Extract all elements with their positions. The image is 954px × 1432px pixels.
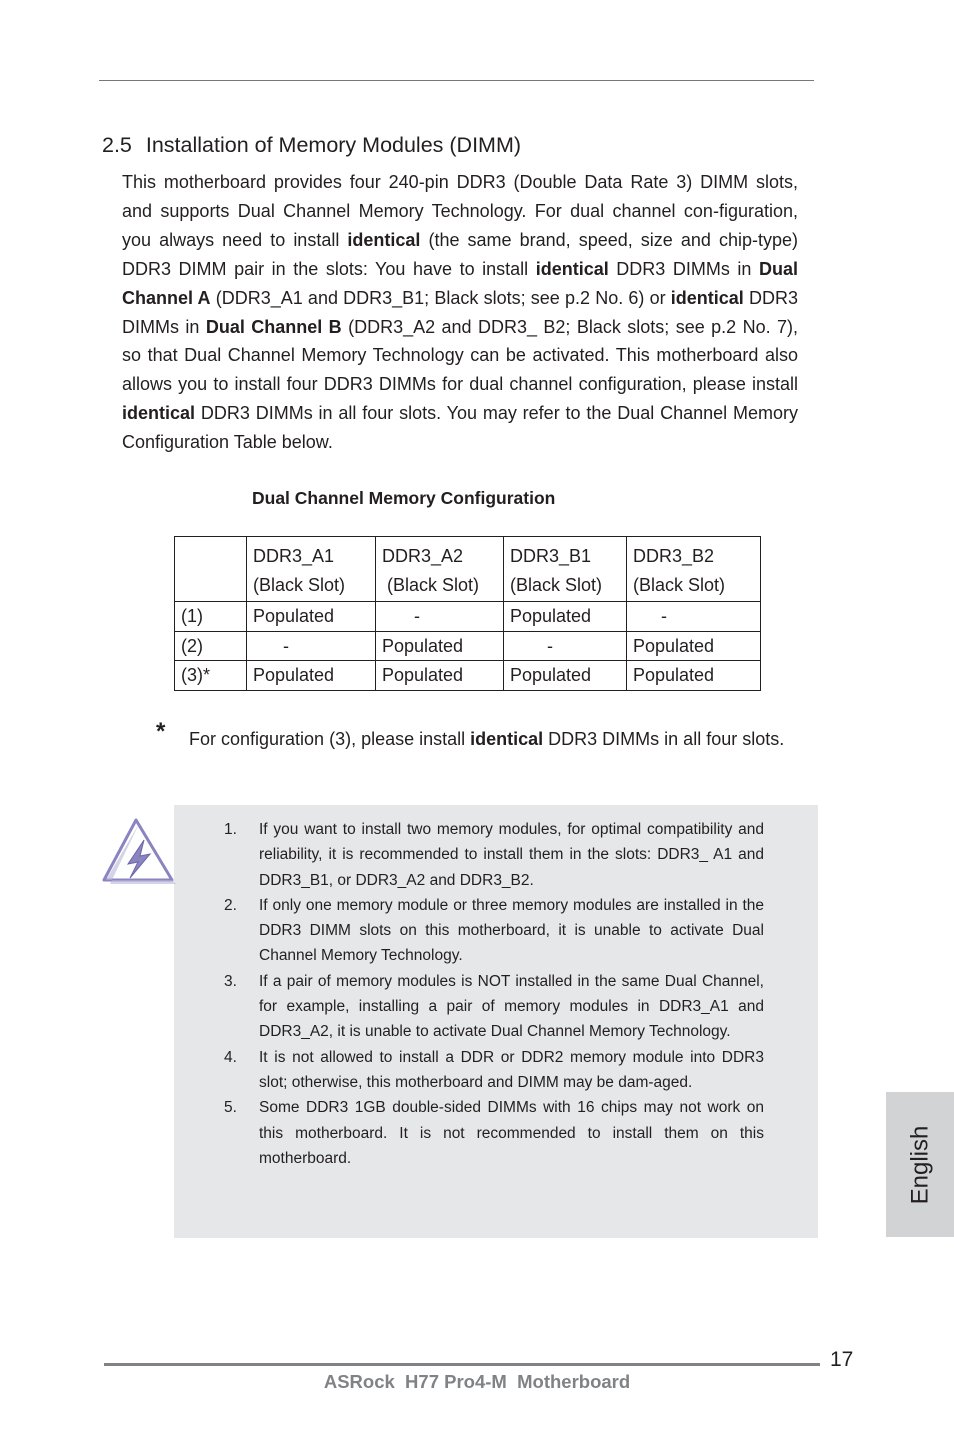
- table-cell: Populated: [627, 631, 761, 661]
- row-label: (3)*: [175, 661, 247, 691]
- paragraph-text: This motherboard provides four 240-pin DDR3 (Double Data Rate 3) DIMM slots, and supports Dual Channel Memory Technology. For dual channel con-figuration, you always need to install: [122, 172, 798, 250]
- paragraph-text: (DDR3_A1 and DDR3_B1; Black slots; see p.2 No. 6) or: [210, 287, 671, 308]
- cell-value: -: [661, 606, 667, 626]
- section-number: 2.5: [102, 133, 132, 157]
- caution-list: [224, 817, 764, 1171]
- list-item: [224, 1095, 764, 1171]
- table-cell: [504, 631, 627, 661]
- paragraph-text: (the same brand, speed, size and chip-type) DDR3 DIMM pair in the slots: You have to install: [122, 229, 798, 279]
- section-heading: [102, 133, 521, 158]
- table-cell: [376, 602, 504, 632]
- list-item: [224, 893, 764, 969]
- paragraph-bold: Dual Channel B: [205, 316, 342, 337]
- header-slot: DDR3_A2: [382, 546, 464, 566]
- language-tab-label: English: [906, 1125, 933, 1204]
- header-cell: [504, 537, 627, 602]
- header-cell: [376, 537, 504, 602]
- footnote-text: [189, 720, 789, 759]
- list-number: 5.: [224, 1099, 237, 1117]
- table-title: Dual Channel Memory Configuration: [252, 488, 556, 508]
- list-text: If you want to install two memory modules, for optimal compatibility and reliability, it is recommended to install them in the slots: DDR3_ A1 and DDR3_B1, or DDR3_A2 and DDR3_B2.: [259, 821, 764, 889]
- cell-value: -: [283, 635, 289, 656]
- paragraph-bold: identical: [535, 258, 609, 279]
- table-cell: Populated: [376, 631, 504, 661]
- row-label: (1): [175, 602, 247, 632]
- list-text: Some DDR3 1GB double-sided DIMMs with 16 chips may not work on this motherboard. It is not recommended to install them on this motherboard.: [259, 1099, 764, 1167]
- paragraph-bold: identical: [347, 229, 421, 250]
- list-number: 2.: [224, 896, 237, 914]
- table-cell: Populated: [627, 661, 761, 691]
- list-text: If a pair of memory modules is NOT installed in the same Dual Channel, for example, installing a pair of memory modules in DDR3_A1 and DDR3_A2, it is unable to activate Dual Channel Memory Technology.: [259, 972, 764, 1041]
- row-label: (2): [175, 631, 247, 661]
- footnote-post: DDR3 DIMMs in all four slots.: [543, 729, 785, 749]
- table-cell: Populated: [504, 602, 627, 632]
- paragraph-bold: identical: [122, 403, 196, 424]
- bottom-rule: [104, 1363, 820, 1366]
- memory-config-table: [174, 536, 761, 691]
- header-slot: DDR3_B1: [510, 546, 592, 566]
- table-cell: Populated: [504, 661, 627, 691]
- intro-paragraph: [122, 168, 798, 457]
- list-text: If only one memory module or three memory modules are installed in the DDR3 DIMM slots on this motherboard, it is unable to activate Dual Channel Memory Technology.: [259, 896, 764, 965]
- table-cell: Populated: [376, 661, 504, 691]
- header-empty-cell: [175, 537, 247, 602]
- table-header-row: [175, 537, 761, 602]
- table-row: [175, 661, 761, 691]
- list-item: [224, 1045, 764, 1096]
- list-number: 1.: [224, 821, 237, 838]
- table-cell: [627, 602, 761, 632]
- table-cell: Populated: [247, 602, 376, 632]
- footnote-asterisk: *: [156, 718, 166, 745]
- list-number: 4.: [224, 1048, 237, 1066]
- header-slot: DDR3_A1: [253, 546, 335, 566]
- list-text: It is not allowed to install a DDR or DDR2 memory module into DDR3 slot; otherwise, this motherboard and DIMM may be dam-aged.: [259, 1048, 764, 1091]
- table-row: [175, 631, 761, 661]
- page-number: 17: [830, 1348, 854, 1371]
- table-cell: [247, 631, 376, 661]
- lightning-warning-icon: [100, 816, 176, 888]
- header-slot-color: (Black Slot): [633, 574, 726, 595]
- paragraph-text: DDR3 DIMMs in: [122, 287, 799, 337]
- header-cell: [627, 537, 761, 602]
- header-slot: DDR3_B2: [633, 546, 715, 566]
- table-cell: Populated: [247, 661, 376, 691]
- paragraph-bold: identical: [670, 287, 744, 308]
- paragraph-text: DDR3 DIMMs in: [608, 258, 759, 279]
- cell-value: -: [414, 606, 420, 626]
- language-tab-label-wrap: [886, 1092, 954, 1237]
- footnote-pre: For configuration (3), please install: [189, 729, 471, 749]
- header-cell: [247, 537, 376, 602]
- list-item: [224, 817, 764, 893]
- table-row: [175, 602, 761, 632]
- list-item: [224, 969, 764, 1045]
- header-slot-color: (Black Slot): [510, 574, 603, 595]
- footer-text: ASRock H77 Pro4-M Motherboard: [323, 1371, 631, 1392]
- top-rule: [99, 80, 814, 81]
- paragraph-text: DDR3 DIMMs in all four slots. You may refer to the Dual Channel Memory Configuration Table below.: [122, 403, 798, 453]
- paragraph-bold: Dual Channel A: [122, 258, 798, 308]
- footnote-bold: identical: [470, 729, 544, 749]
- header-slot-color: (Black Slot): [387, 574, 480, 595]
- paragraph-text: (DDR3_A2 and DDR3_ B2; Black slots; see p.2 No. 7), so that Dual Channel Memory Technology can be activated. This motherboard also allows you to install four DDR3 DIMMs for dual channel configuration, please install: [122, 316, 798, 395]
- list-number: 3.: [224, 972, 237, 990]
- header-slot-color: (Black Slot): [253, 574, 346, 595]
- section-title: Installation of Memory Modules (DIMM): [145, 133, 522, 157]
- footer: [0, 1371, 954, 1393]
- cell-value: -: [547, 635, 553, 656]
